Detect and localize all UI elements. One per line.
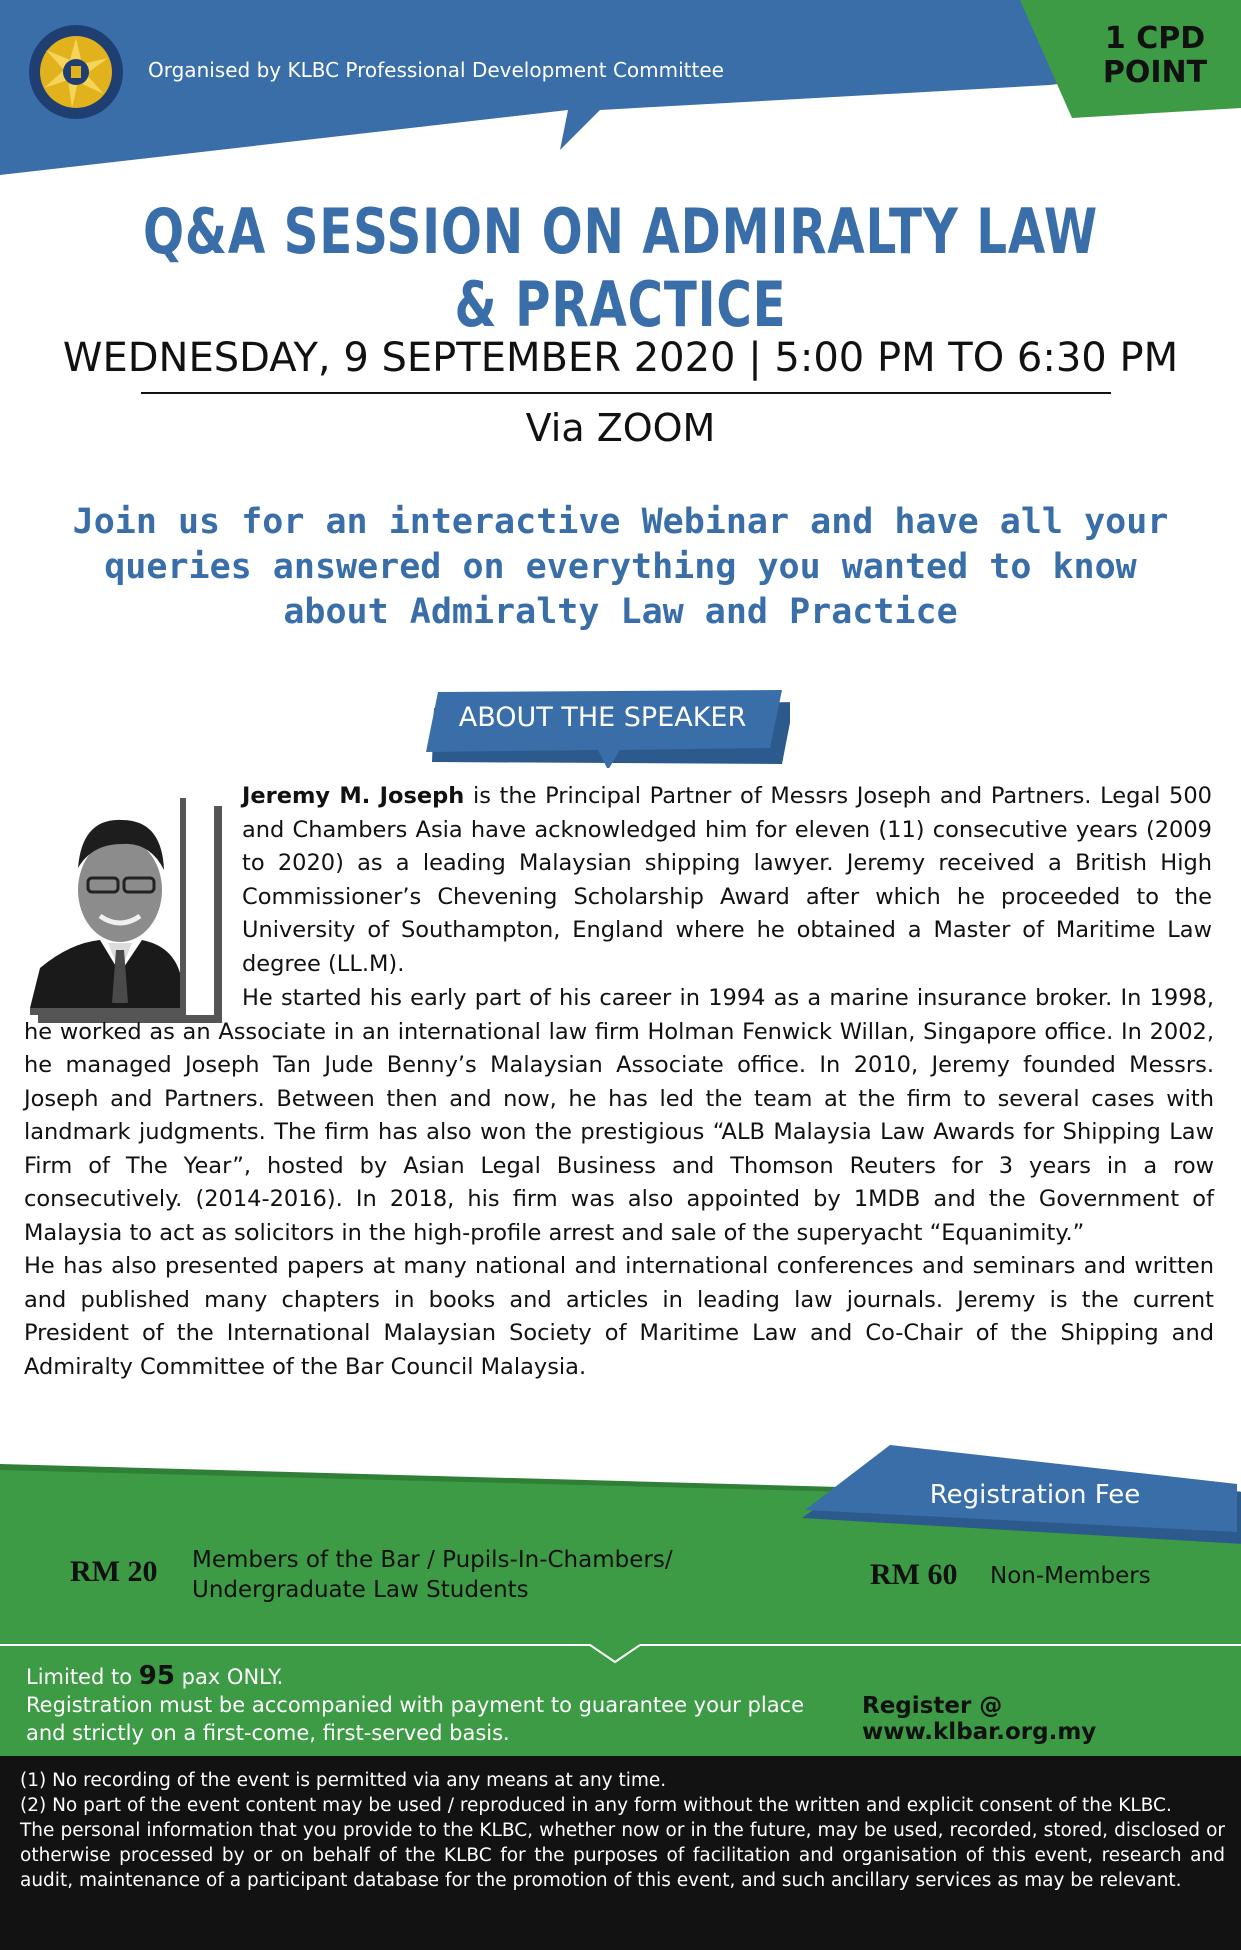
member-desc-line-2: Undergraduate Law Students [192,1577,529,1603]
speaker-name: Jeremy M. Joseph [242,783,465,809]
speaker-bio-p1: is the Principal Partner of Messrs Joseph and Partners. Legal 500 and Chambers Asia have acknowledged him for eleven (11) consecutive years (2009 to 2020) as a leading Malaysian shipping lawyer. Jeremy received a British High Commissioner’s Chevening Scholarship Award after which he proceeded to the University of Southampton, England where he obtained a Master of Maritime Law degree (LL.M). [242,783,1212,977]
event-datetime: WEDNESDAY, 9 SEPTEMBER 2020 | 5:00 PM TO 6:30 PM [62,335,1179,381]
nonmember-desc: Non-Members [990,1563,1151,1589]
speaker-bio-p3: He has also presented papers at many national and international conferences and seminars and written and published many chapters in books and articles in leading law journals. Jeremy is the current President of the International Malaysian Society of Maritime Law and Co-Chair of the Shipping and Admiralty Committee of the Bar Council Malaysia. [24,1253,1214,1380]
registration-fee-label: Registration Fee [929,1480,1141,1510]
divider [141,392,1111,394]
note-privacy: The personal information that you provide to the KLBC, whether now or in the future, may be used, recorded, stored, disclosed or otherwise processed by or on behalf of the KLBC for the purposes of facilitation and organisation of this event, research and audit, maintenance of a participant database for the promotion of this event, and such ancillary services as may be relevant. [20,1820,1225,1891]
note-1: (1) No recording of the event is permitted via any means at any time. [20,1770,667,1791]
member-price: RM 20 [70,1555,158,1588]
limit-count: 95 [138,1661,175,1691]
invite-text: Join us for an interactive Webinar and have all your queries answered on everything you wanted to know about Admiralty Law and Practice [72,502,1169,632]
organiser-text: Organised by KLBC Professional Development Committee [148,58,724,82]
member-desc-line-1: Members of the Bar / Pupils-In-Chambers/ [192,1547,673,1573]
header-banner [0,0,1241,180]
nonmember-price: RM 60 [870,1558,958,1591]
note-2: (2) No part of the event content may be used / reproduced in any form without the written and explicit consent of the KLBC. [20,1795,1172,1816]
about-speaker-label: ABOUT THE SPEAKER [458,702,747,733]
limit-prefix: Limited to [26,1665,139,1689]
bar-seal-icon [26,22,126,122]
cpd-badge [1080,22,1230,90]
event-title: Q&A SESSION ON ADMIRALTY LAW & PRACTICE [142,195,1098,341]
limit-suffix: pax ONLY. [174,1665,284,1689]
speaker-bio-intro [242,780,1212,981]
cpd-line-2: POINT [1102,55,1208,90]
cpd-line-1: 1 CPD [1104,21,1206,56]
registration-limit [26,1662,826,1747]
register-link[interactable]: Register @ www.klbar.org.my [862,1693,1097,1745]
disclaimer-text [20,1768,1225,1893]
registration-note: Registration must be accompanied with payment to guarantee your place and strictly on a first-come, first-served basis. [26,1693,805,1745]
member-desc [192,1545,673,1605]
event-venue: Via ZOOM [525,406,716,450]
speaker-bio-p2: He started his early part of his career in 1994 as a marine insurance broker. In 1998, he worked as an Associate in an international law firm Holman Fenwick Willan, Singapore office. In 2002, he managed Joseph Tan Jude Benny’s Malaysian Associate office. In 2010, Jeremy founded Messrs. Joseph and Partners. Between then and now, he has led the team at the firm to several cases with landmark judgments. The firm has also won the prestigious “ALB Malaysia Law Awards for Shipping Law Firm of The Year”, hosted by Asian Legal Business and Thomson Reuters for 3 years in a row consecutively. (2014-2016). In 2018, his firm was also appointed by 1MDB and the Government of Malaysia to act as solicitors in the high-profile arrest and sale of the superyacht “Equanimity.” [24,985,1214,1246]
speaker-bio-body [24,982,1214,1384]
